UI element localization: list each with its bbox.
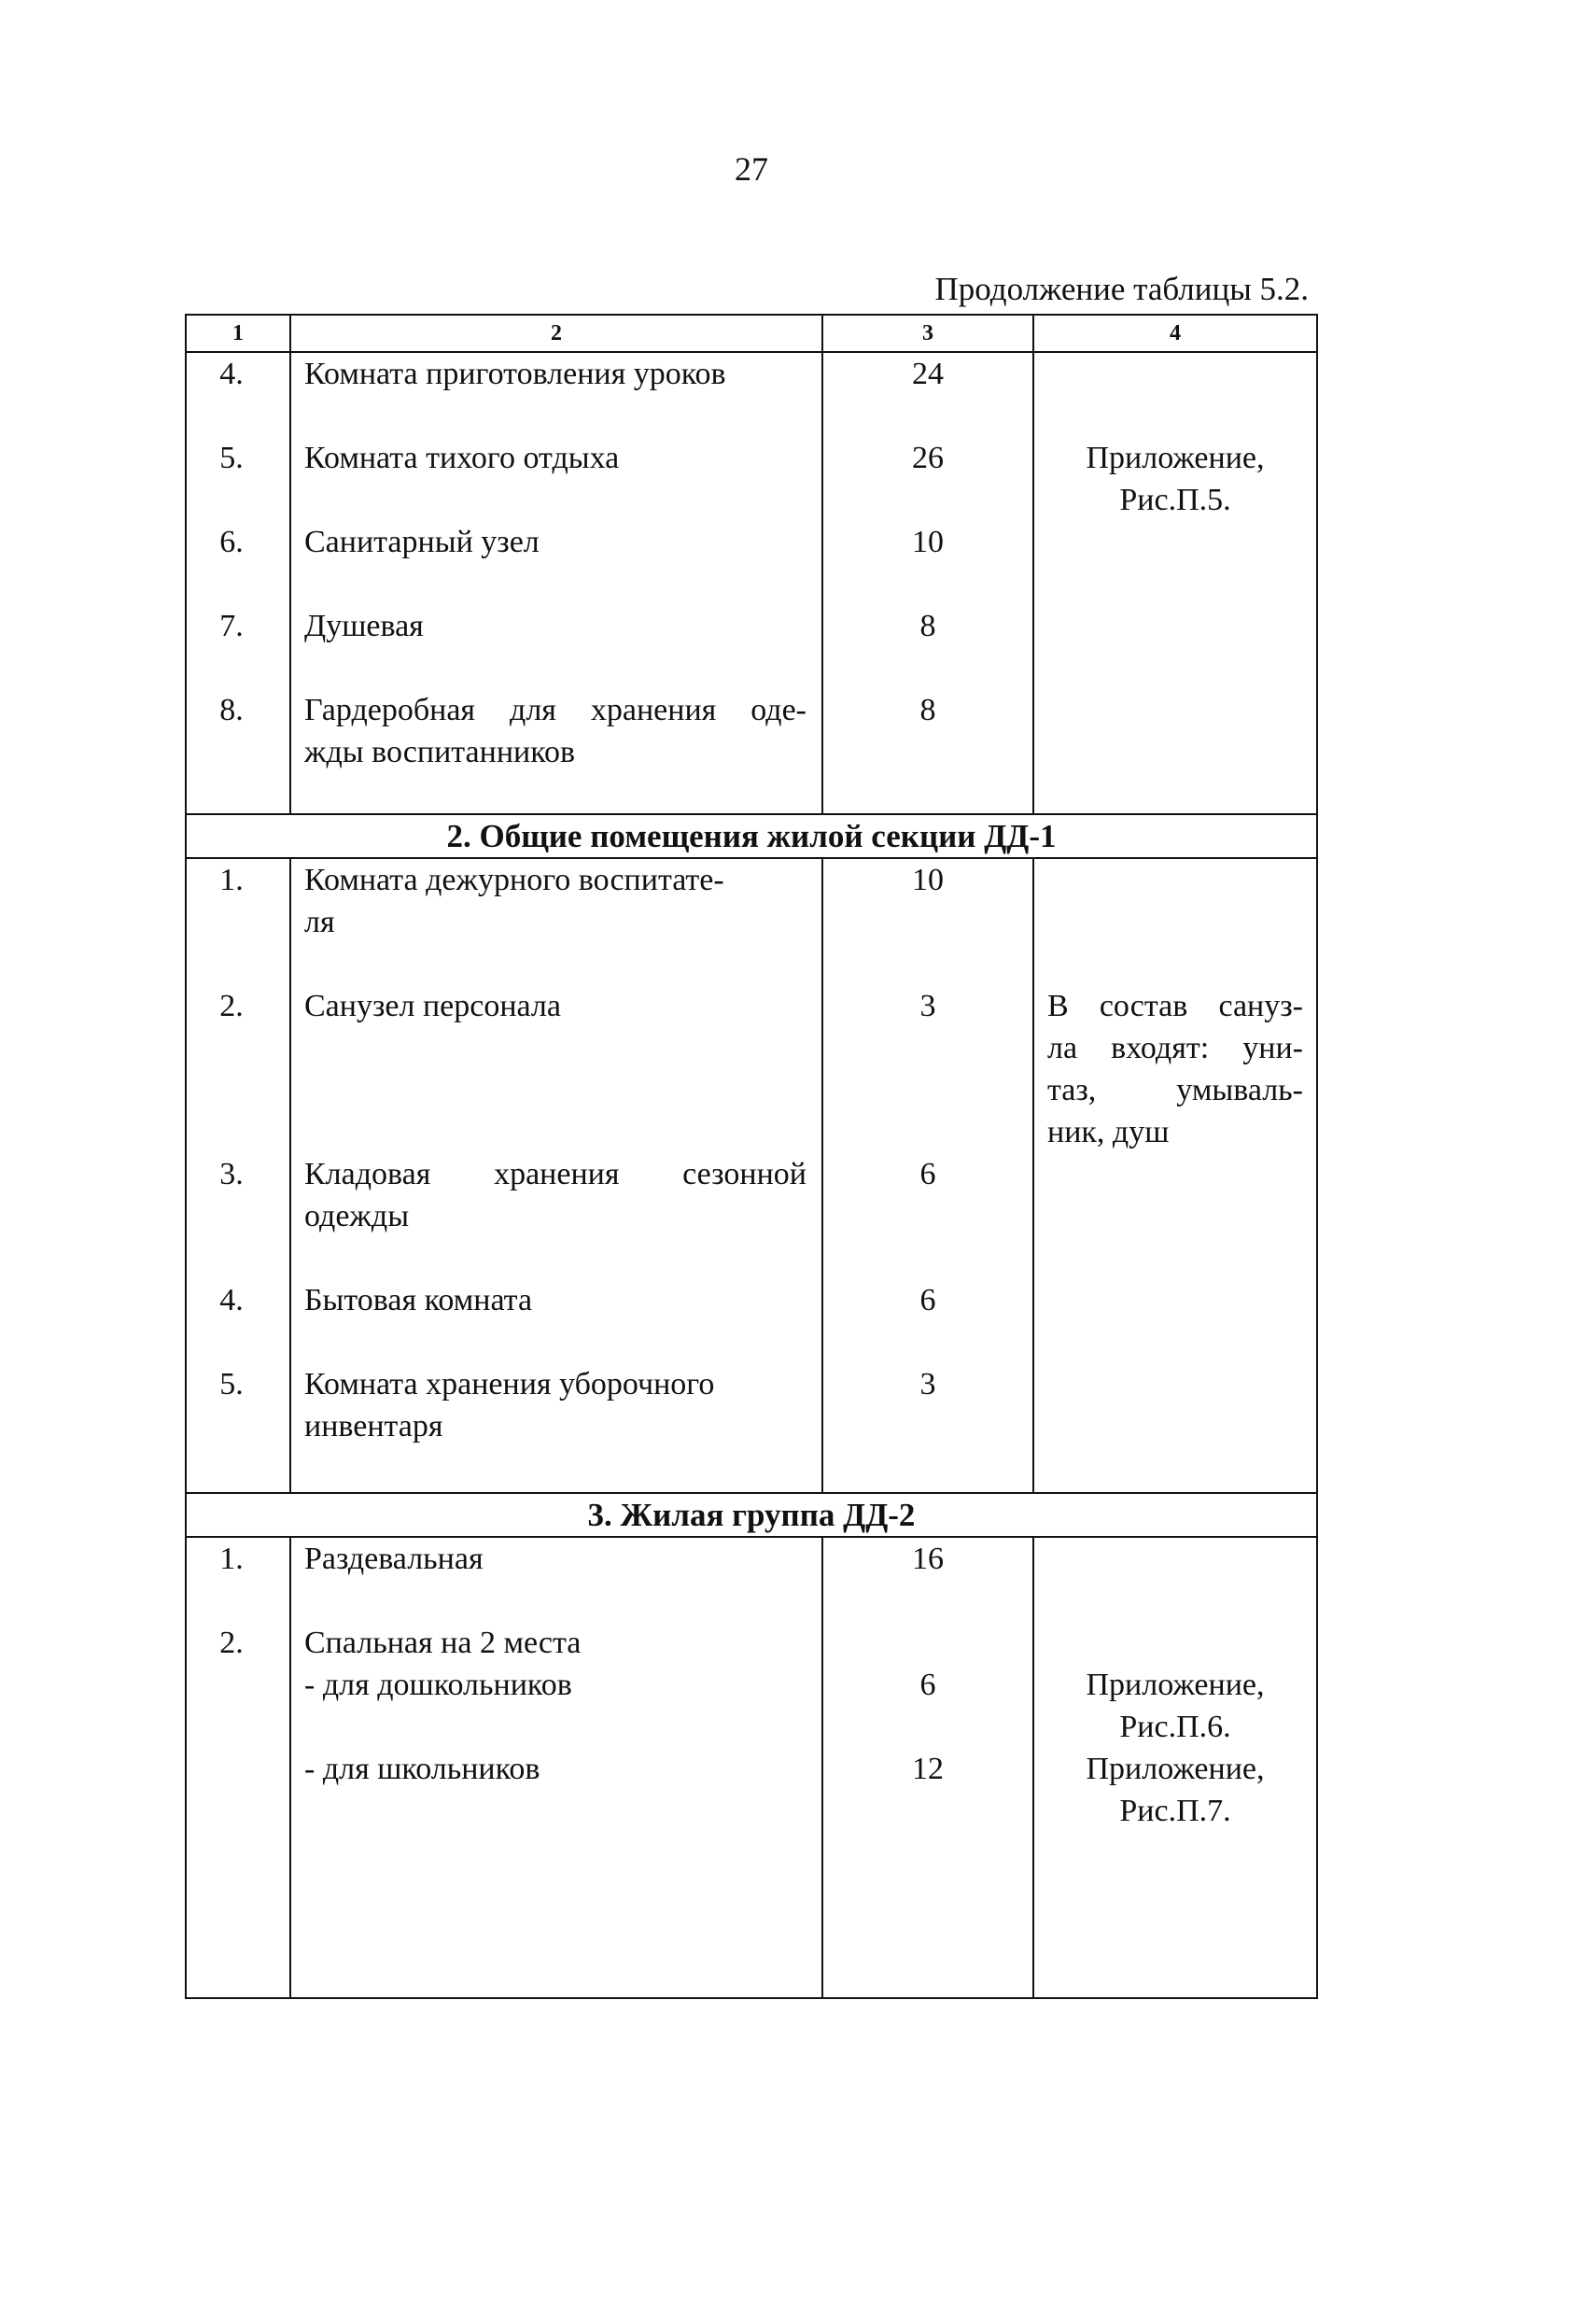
room-name: Бытовая комната: [304, 1283, 533, 1317]
room-name: Комната хранения уборочного: [304, 1367, 715, 1401]
column-header-2: 2: [290, 315, 822, 352]
row-number: 2.: [219, 989, 244, 1023]
room-name: Комната тихого отдыха: [304, 441, 620, 475]
room-area: 10: [912, 525, 944, 559]
column-header-4: 4: [1033, 315, 1317, 352]
room-area: 6: [919, 1283, 936, 1317]
note-line: [1047, 985, 1303, 1027]
page-number: 27: [735, 150, 768, 188]
note-appendix-6: [1034, 1664, 1316, 1832]
room-area: 8: [919, 693, 936, 727]
note-sanitary: [1047, 985, 1303, 1153]
room-name-cont: инвентаря: [304, 1409, 443, 1444]
word: уни-: [1242, 1031, 1303, 1065]
word: таз,: [1047, 1073, 1097, 1107]
word: умываль-: [1176, 1073, 1303, 1107]
row-number: 8.: [219, 693, 244, 727]
word: Гардеробная: [304, 693, 476, 727]
row-number: 4.: [219, 357, 244, 391]
rooms-table: [185, 314, 1318, 1999]
room-name: Комната дежурного воспитате-: [304, 863, 724, 897]
note-line: Рис.П.6.: [1119, 1710, 1231, 1744]
room-areas: [822, 858, 1033, 1493]
row-numbers: [186, 858, 290, 1493]
room-area: 8: [919, 609, 936, 643]
room-name: Санузел персонала: [304, 989, 561, 1023]
room-area: 6: [919, 1668, 936, 1702]
table-caption: Продолжение таблицы 5.2.: [934, 271, 1309, 307]
column-header-3: 3: [822, 315, 1033, 352]
note-line: Приложение,: [1086, 1752, 1265, 1786]
section-title-row: [186, 1493, 1317, 1537]
word: входят:: [1111, 1031, 1210, 1065]
room-name: [304, 1153, 807, 1195]
note-line: [1047, 1069, 1303, 1111]
column-header-1: 1: [186, 315, 290, 352]
room-names: [290, 858, 822, 1493]
room-area: 12: [912, 1752, 944, 1786]
room-name: Спальная на 2 места: [304, 1626, 582, 1660]
table-block-1: [186, 352, 1317, 814]
row-numbers: [186, 1537, 290, 1998]
row-number: 1.: [219, 1542, 244, 1576]
room-name-cont: одежды: [304, 1199, 410, 1233]
row-number: 6.: [219, 525, 244, 559]
room-areas: [822, 352, 1033, 814]
word: ла: [1047, 1031, 1078, 1065]
room-name: Душевая: [304, 609, 424, 643]
note-line: Рис.П.7.: [1119, 1794, 1231, 1828]
room-areas: [822, 1537, 1033, 1998]
table-section-2: [186, 858, 1317, 1493]
room-name: Раздевальная: [304, 1542, 484, 1576]
note-appendix-5: [1034, 437, 1316, 521]
room-area: 24: [912, 357, 944, 391]
room-name-cont: ля: [304, 905, 335, 939]
row-number: 7.: [219, 609, 244, 643]
word: состав: [1099, 989, 1188, 1023]
section-title: 3. Жилая группа ДД-2: [186, 1493, 1317, 1537]
word: оде-: [750, 693, 807, 727]
room-area: 10: [912, 863, 944, 897]
room-names: [290, 352, 822, 814]
row-number: 3.: [219, 1157, 244, 1191]
note-line: Приложение,: [1086, 1668, 1265, 1702]
word: Кладовая: [304, 1157, 431, 1191]
sub-room-name: - для дошкольников: [304, 1668, 572, 1702]
word: хранения: [590, 693, 717, 727]
section-title: 2. Общие помещения жилой секции ДД-1: [186, 814, 1317, 858]
table-section-3: [186, 1537, 1317, 1998]
room-notes: [1033, 1537, 1317, 1998]
room-name: Комната приготовления уроков: [304, 357, 726, 391]
note-line: ник, душ: [1047, 1115, 1170, 1149]
room-notes: [1033, 352, 1317, 814]
row-number: 2.: [219, 1626, 244, 1660]
note-line: [1047, 1027, 1303, 1069]
row-number: 5.: [219, 441, 244, 475]
row-numbers: [186, 352, 290, 814]
word: для: [510, 693, 556, 727]
room-area: 6: [919, 1157, 936, 1191]
row-number: 5.: [219, 1367, 244, 1401]
sub-room-name: - для школьников: [304, 1752, 540, 1786]
word: В: [1047, 989, 1069, 1023]
room-area: 3: [919, 1367, 936, 1401]
room-area: 16: [912, 1542, 944, 1576]
room-name: [304, 689, 807, 731]
section-title-row: [186, 814, 1317, 858]
room-area: 26: [912, 441, 944, 475]
word: сануз-: [1218, 989, 1303, 1023]
note-line: Приложение,: [1086, 441, 1265, 475]
room-area: 3: [919, 989, 936, 1023]
row-number: 4.: [219, 1283, 244, 1317]
note-line: Рис.П.5.: [1119, 483, 1231, 517]
room-notes: [1033, 858, 1317, 1493]
word: хранения: [494, 1157, 620, 1191]
row-number: 1.: [219, 863, 244, 897]
word: сезонной: [682, 1157, 807, 1191]
table-header-row: [186, 315, 1317, 352]
room-name-cont: жды воспитанников: [304, 735, 576, 769]
room-name: Санитарный узел: [304, 525, 540, 559]
room-names: [290, 1537, 822, 1998]
